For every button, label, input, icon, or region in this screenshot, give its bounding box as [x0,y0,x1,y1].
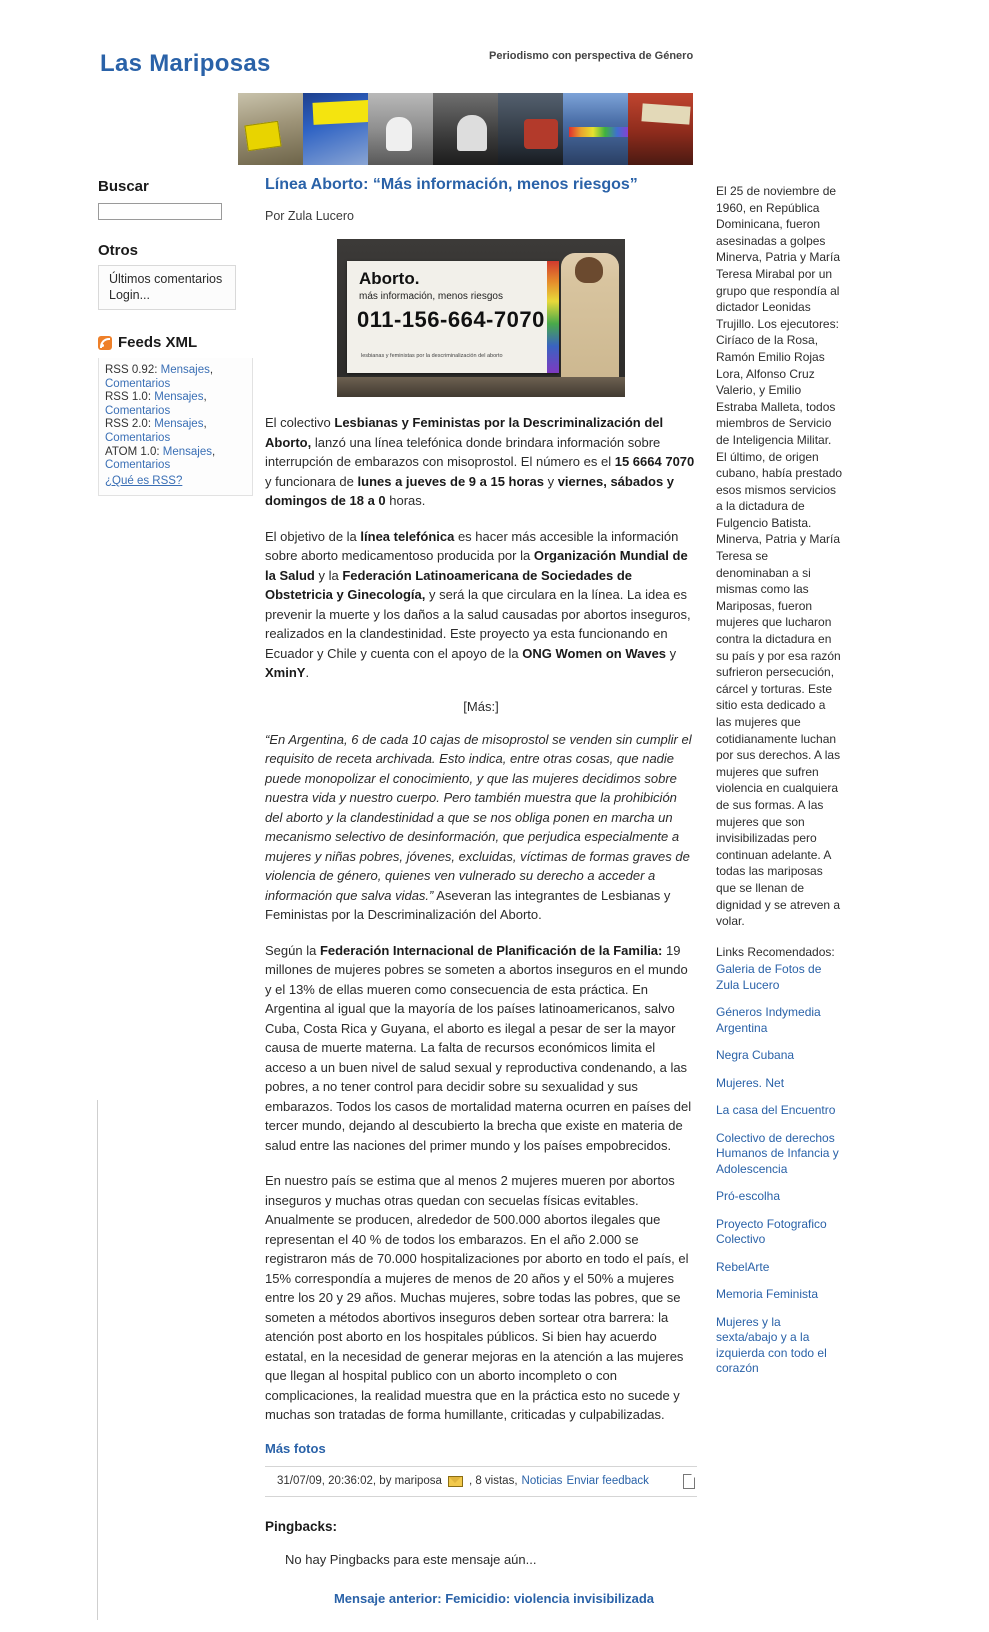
photo-person [561,253,619,393]
rainbow-flag-icon [547,261,559,373]
banner-photo-6 [563,93,628,165]
p1-pre: El colectivo [265,415,335,430]
site-header [0,0,989,90]
photo-banner-cloth [347,261,559,373]
p2-bold-1: línea telefónica [360,528,455,544]
feed-row-rss10: RSS 1.0: Mensajes, Comentarios [105,391,207,417]
p1-mid: lanzó una línea telefónica donde brindara información sobre interrupción de embarazos con misoprostol. El número es el [265,434,661,469]
p1-end: horas. [385,493,426,508]
previous-message-link[interactable]: Mensaje anterior: Femicidio: violencia invisibilizada [333,1590,655,1606]
photo-text-phone: 011-156-664-7070 [357,307,545,332]
quote-attribution: Aseveran las integrantes de Lesbianas y Feministas por la Descriminalización del Aborto. [265,887,671,922]
rec-link-pro-escolha[interactable]: Pró-escolha [716,1189,781,1204]
search-heading: Buscar [98,178,149,195]
otros-box [98,265,236,310]
otros-heading: Otros [98,242,139,259]
p2-bold-2: Organización Mundial de la Salud [265,548,688,583]
left-column-rule [97,1100,98,1620]
feed-link-rss10-comentarios[interactable]: Comentarios [105,404,171,417]
banner-photo-5 [498,93,563,165]
right-sidebar [716,183,844,1389]
article-paragraph-4: En nuestro país se estima que al menos 2 mujeres mueren por abortos inseguros y muchas otras quedan con secuelas físicas evitables. Anualmente se producen, alrededor de 500.000 abortos ilegales que representan el 40 % de todos los embarazos. En el año 2.000 se registraron más de 70.000 hospitalizaciones por aborto en todo el país, el 15% correspondía a mujeres de menos de 20 años y el 50% a mujeres entre los 20 y 29 años. Muchas mujeres, sobre todas las pobres, que se someten a métodos abortivos inseguros deben sortear otra barrera: la atención post aborto en los hospitales públicos. Si bien hay acuerdo estatal, en la necesidad de generar mejoras en la atención a las mujeres que llegan al hospital publico con un aborto incompleto o con complicaciones, la realidad muestra que en la práctica esto no sucede y muchas son tratadas de forma humillante, criticadas y culpabilizadas. [265,1173,689,1422]
rec-link-proyecto-fotografico[interactable]: Proyecto Fotografico Colectivo [716,1216,827,1247]
banner-photo-2 [303,93,368,165]
p3-pre: Según la [265,942,320,958]
meta-views: , 8 vistas, [468,1475,518,1487]
rec-link-mujeres-net[interactable]: Mujeres. Net [716,1075,785,1090]
p1-bold-2: 15 6664 7070 [614,454,695,469]
feed-row-rss20: RSS 2.0: Mensajes, Comentarios [105,418,207,444]
article-byline: Por Zula Lucero [265,209,354,223]
feed-name-rss092: RSS 0.92: [105,364,158,376]
article-title: Línea Aborto: “Más información, menos riesgos” [265,176,638,193]
feed-name-atom10: ATOM 1.0: [105,445,160,458]
p1-bold-4: viernes, sábados y domingos de 18 a 0 [265,473,675,508]
article-meta-bar [265,1466,697,1497]
article-photo [337,239,625,397]
meta-feedback-link[interactable]: Enviar feedback [566,1475,649,1487]
p2-mid3: y será la que circulara en la línea. La idea es prevenir la muerte y los daños a la salud causadas por abortos inseguros, realizados en la clandestinidad. Este proyecto ya esta funcionando en Ecuador y Chile y cuenta con el apoyo de la [265,587,691,661]
p1-mid3: y [543,473,558,489]
rec-link-memoria-feminista[interactable]: Memoria Feminista [716,1287,819,1302]
feed-link-rss10-mensajes[interactable]: Mensajes [154,391,204,404]
p2-mid: es hacer más accesible la información sobre aborto medicamentoso producida por la [265,528,679,563]
feed-link-atom10-comentarios[interactable]: Comentarios [105,459,171,472]
what-is-rss-link[interactable]: ¿Qué es RSS? [105,474,183,487]
rec-link-generos-indymedia[interactable]: Géneros Indymedia Argentina [716,1005,821,1035]
feed-row-rss092: RSS 0.92: Mensajes, Comentarios [105,364,214,390]
p2-end: . [305,665,310,680]
p1-bold-3: lunes a jueves de 9 a 15 horas [357,473,544,489]
sidebar-item-login[interactable]: Login... [109,288,151,302]
article-paragraph-3 [265,941,697,1156]
feed-link-rss20-comentarios[interactable]: Comentarios [105,431,171,444]
article-column [265,175,697,1606]
p2-bold-3: Federación Latinoamericana de Sociedades de Obstetricia y Ginecología, [265,567,633,602]
p2-bold-4: ONG Women on Waves [522,645,667,661]
feeds-heading: Feeds XML [118,334,198,351]
feed-row-atom10: ATOM 1.0: Mensajes, Comentarios [105,445,216,472]
pingbacks-heading: Pingbacks: [265,1518,338,1534]
rec-link-colectivo-ddhh[interactable]: Colectivo de derechos Humanos de Infancia y Adolescencia [716,1130,839,1176]
p2-pre: El objetivo de la [265,528,361,544]
feed-link-atom10-mensajes[interactable]: Mensajes [162,445,212,458]
article-quote [265,730,697,925]
banner-photo-1 [238,93,303,165]
rec-link-casa-encuentro[interactable]: La casa del Encuentro [716,1103,836,1118]
pingbacks-empty-text: No hay Pingbacks para este mensaje aún... [285,1551,537,1567]
search-input[interactable] [98,203,222,220]
rec-link-rebelarte[interactable]: RebelArte [716,1259,770,1274]
feeds-box [98,358,253,496]
mas-fotos-link[interactable]: Más fotos [265,1440,326,1456]
site-tagline: Periodismo con perspectiva de Género [489,50,694,62]
p3-bold-1: Federación Internacional de Planificación de la Familia: [319,942,663,958]
mail-icon[interactable] [448,1476,463,1487]
article-paragraph-2 [265,527,697,683]
banner-photo-3 [368,93,433,165]
photo-floor [337,377,625,397]
article-paragraph-1 [265,413,697,511]
rec-link-galeria-fotos[interactable]: Galeria de Fotos de Zula Lucero [716,962,822,992]
p3-rest: 19 millones de mujeres pobres se someten a abortos inseguros en el mundo y el 13% de ellas mueren como consecuencia de esta práctica. En Argentina al igual que la mayoría de los países latinoamericanos, salvo Cuba, Costa Rica y Guyana, el aborto es ilegal a pesar de ser la mayor causa de muerte materna. La falta de recursos económicos limita el acceso a un buen nivel de salud sexual y reproductiva condenando, a las pobres, a no tener control para decidir sobre su sexualidad y sus embarazos. Todos los casos de mortalidad materna ocurren en países del tercer mundo, dejando al descubierto la brecha que existe en materia de salud entre las naciones del primer mundo y los países empobrecidos. [265,942,692,1153]
about-mariposas-text: El 25 de noviembre de 1960, en República Dominicana, fueron asesinadas a golpes Minerva, Patria y María Teresa Mirabal por un grupo que respondía al dictador Leonidas Trujillo. Los ejecutores: Ciríaco de la Rosa, Ramón Emilio Rojas Lora, Alfonso Cruz Valerio, y Emilio Estraba Malleta, todos miembros de Servicio de Inteligencia Militar. El último, de origen cubano, había prestado esos mismos servicios a la dictadura de Fulgencio Batista. Minerva, Patria y María Teresa se denominaban a si mismas como las Mariposas, fueron mujeres que lucharon contra la dictadura en su país y por esa razón sufrieron persecución, cárcel y torturas. Este sitio esta dedicado a las mujeres que cotidianamente luchan por sus derechos. A las mujeres que sufren violencia en cualquiera de sus formas. A las mujeres que son invisibilizadas pero continuan adelante. A todas las mariposas que se llenan de dignidad y se atreven a volar. [716,184,843,929]
p2-mid2: y la [314,567,343,583]
site-title: Las Mariposas [100,50,271,77]
feed-name-rss20: RSS 2.0: [105,418,152,431]
photo-text-line2: más información, menos riesgos [359,291,503,302]
photo-text-line1: Aborto. [359,269,420,288]
feeds-heading-row [98,334,253,351]
quote-italic-text: “En Argentina, 6 de cada 10 cajas de misoprostol se venden sin cumplir el requisito de receta archivada. Esto indica, entre otras cosas, que nadie puede monopolizar el conocimiento, y que las mujeres decidimos sobre nuestra vida y nuestro cuerpo. Pero también muestra que la prohibición del aborto y la clandestinidad a que se nos obliga ponen en marcha un mecanismo selectivo de desinformación, que perjudica especialmente a mujeres y niñas pobres, jóvenes, excluidas, víctimas de formas graves de violencia de género, quienes ven vulnerado su derecho a acceder a información que salva vidas.” [265,731,692,903]
p2-bold-5: XminY [265,665,306,680]
photo-text-line4: lesbianas y feministas por la descriminalización del aborto [361,353,503,359]
rec-link-mujeres-sexta[interactable]: Mujeres y la sexta/abajo y a la izquierda con todo el corazón [716,1314,827,1376]
p1-mid2: y funcionara de [265,473,358,489]
feed-link-rss092-comentarios[interactable]: Comentarios [105,377,171,390]
print-page-icon[interactable] [683,1474,695,1489]
mas-label: [Más:] [463,698,499,714]
feed-link-rss20-mensajes[interactable]: Mensajes [154,418,204,431]
left-sidebar [98,178,253,496]
banner-photo-4 [433,93,498,165]
feed-link-rss092-mensajes[interactable]: Mensajes [160,364,210,376]
meta-category-link[interactable]: Noticias [521,1475,563,1487]
p2-mid4: y [666,645,677,661]
banner-photo-7 [628,93,693,165]
links-heading: Links Recomendados: [716,944,835,959]
rss-icon [98,336,112,350]
meta-timestamp: 31/07/09, 20:36:02, by mariposa [277,1475,442,1487]
sidebar-item-ultimos-comentarios[interactable]: Últimos comentarios [109,272,223,286]
p1-bold-1: Lesbianas y Feministas por la Descriminalización del Aborto, [265,415,664,450]
header-photo-banner [238,93,693,165]
rec-link-negra-cubana[interactable]: Negra Cubana [716,1048,795,1063]
feed-name-rss10: RSS 1.0: [105,391,152,404]
